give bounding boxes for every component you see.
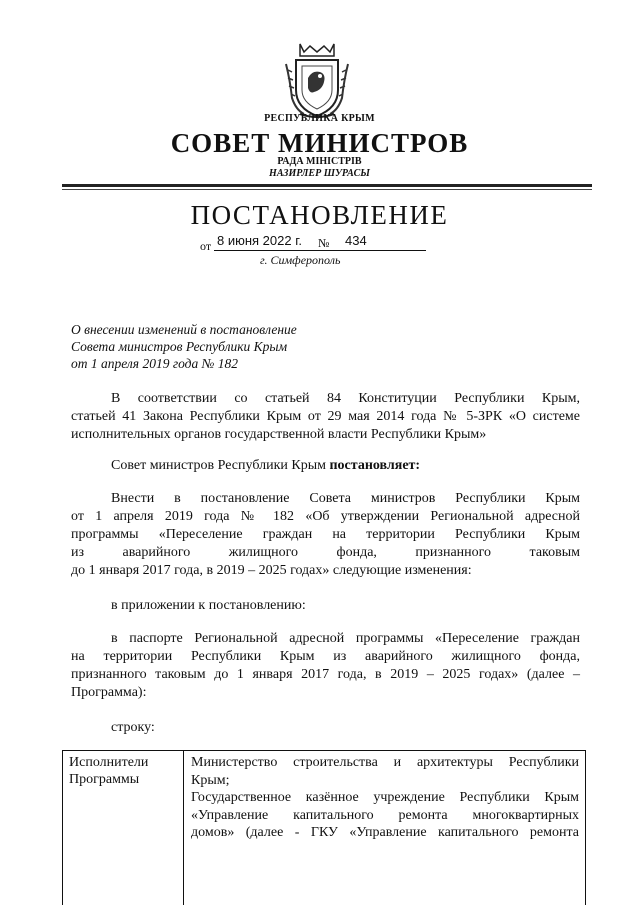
table-cell-content [191, 754, 579, 842]
decree-date: 8 июня 2022 г. [217, 233, 302, 248]
cell-line: Программы [69, 772, 140, 787]
cell-line: Исполнители [69, 755, 149, 770]
resolution-keyword: постановляет: [329, 458, 421, 473]
paragraph-line: признанного таковым до 1 января 2017 года, в 2019 – 2025 годах» (далее – [71, 667, 580, 682]
date-prefix: от [200, 239, 212, 253]
table-cell-label [69, 754, 179, 788]
program-passport-table [62, 750, 586, 905]
paragraph-line: Внести в постановление Совета министров Республики Крым [111, 491, 580, 506]
decree-subject [71, 321, 391, 372]
decree-dateline [200, 233, 430, 253]
paragraph-line: на территории Республики Крым из аварийного жилищного фонда, [71, 649, 580, 664]
council-name: СОВЕТ МИНИСТРОВ [170, 128, 469, 158]
subject-line: Совета министров Республики Крым [71, 339, 288, 354]
table-column-divider [183, 751, 184, 905]
paragraph-line: программы «Переселение граждан на территории Республики Крым [71, 527, 580, 542]
republic-name: РЕСПУБЛИКА КРЫМ [264, 113, 375, 124]
subject-line: от 1 апреля 2019 года № 182 [71, 356, 238, 371]
paragraph-basis [71, 390, 580, 444]
paragraph-amendment [71, 490, 580, 580]
crimea-coat-of-arms-icon [282, 40, 352, 120]
dateline-underline [214, 250, 426, 251]
header-divider-thin [62, 189, 592, 190]
header-divider-thick [62, 184, 592, 187]
cell-line: «Управление капитального ремонта многоквартирных [191, 807, 579, 823]
paragraph-line: В соответствии со статьей 84 Конституции Республики Крым, [111, 391, 580, 406]
paragraph-line: из аварийного жилищного фонда, признанного таковым [71, 545, 580, 560]
decree-title: ПОСТАНОВЛЕНИЕ [190, 200, 449, 230]
decree-city: г. Симферополь [260, 253, 341, 267]
subject-line: О внесении изменений в постановление [71, 322, 297, 337]
resolution-text: Совет министров Республики Крым [111, 458, 330, 473]
cell-line: Министерство строительства и архитектуры Республики [191, 755, 579, 770]
paragraph-passport [71, 630, 580, 702]
paragraph-line: Программа): [71, 685, 147, 700]
paragraph-line: статьей 41 Закона Республики Крым от 29 мая 2014 года № 5-ЗРК «О системе [71, 409, 580, 424]
paragraph-line: от 1 апреля 2019 года № 182 «Об утверждении Региональной адресной [71, 509, 580, 524]
number-sign: № [318, 236, 330, 250]
paragraph-line: до 1 января 2017 года, в 2019 – 2025 годах» следующие изменения: [71, 563, 472, 578]
paragraph-line: исполнительных органов государственной власти Республики Крым» [71, 427, 487, 442]
council-name-crimean-tatar: НАЗИРЛЕР ШУРАСЫ [269, 168, 370, 179]
paragraph-row-label: строку: [111, 720, 155, 735]
cell-line: домов» (далее - ГКУ «Управление капитального ремонта [191, 825, 579, 840]
cell-line: Крым; [191, 772, 230, 788]
decree-number: 434 [345, 233, 367, 248]
paragraph-resolution [111, 457, 581, 475]
council-name-ukrainian: РАДА МІНІСТРІВ [277, 156, 362, 167]
paragraph-annex: в приложении к постановлению: [111, 598, 306, 613]
cell-line: Государственное казённое учреждение Республики Крым [191, 790, 579, 805]
paragraph-line: в паспорте Региональной адресной программы «Переселение граждан [111, 631, 580, 646]
